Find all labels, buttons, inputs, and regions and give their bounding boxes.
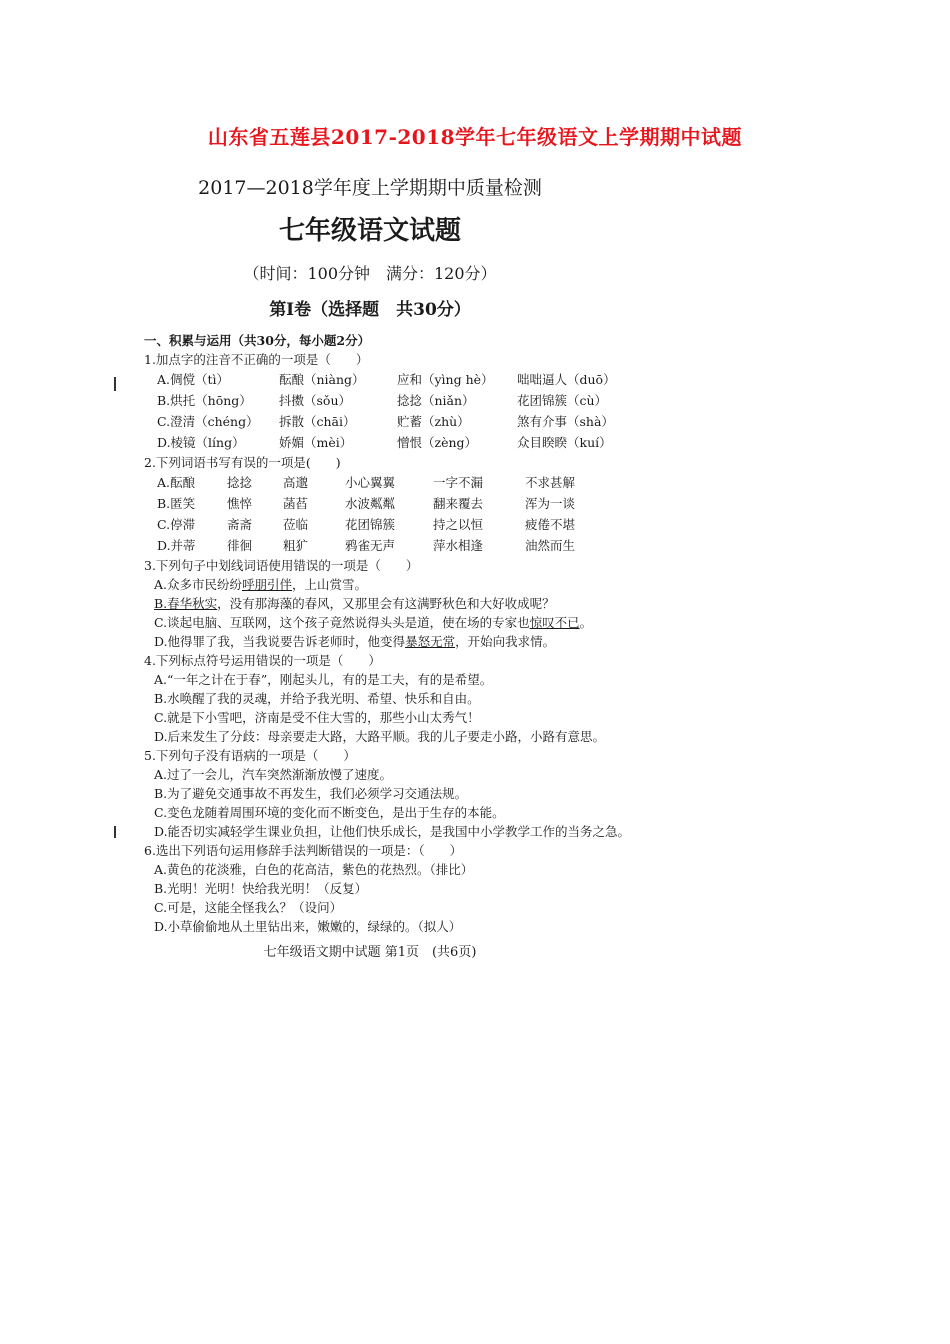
scan-artifact-mark [114,377,116,391]
question-2-stem: 2.下列词语书写有误的一项是( ) [144,455,341,470]
question-2-option-row [144,493,674,514]
question-6-option: A.黄色的花淡雅，白色的花高洁，紫色的花热烈。（排比） [154,862,474,877]
option-cell: 憔悴 [227,496,253,511]
option-cell: 捻捻（niǎn） [397,393,475,408]
question-5-option: A.过了一会儿，汽车突然渐渐放慢了速度。 [154,767,393,782]
option-cell: 菡萏 [283,496,309,511]
option-text: C.谈起电脑、互联网，这个孩子竟然说得头头是道，使在场的专家也 [154,615,530,630]
option-cell: 一字不漏 [433,475,484,490]
option-cell: A.酝酿 [157,475,196,490]
question-3-option-c [144,613,674,632]
option-cell: C.停滞 [157,517,196,532]
question-2-option-row [144,514,674,535]
page-footer: 七年级语文期中试题 第1页 (共6页) [263,945,477,960]
question-1-option-row [144,390,674,411]
question-4-option: D.后来发生了分歧：母亲要走大路，大路平顺。我的儿子要走小路，小路有意思。 [154,729,606,744]
option-cell: 浑为一谈 [525,496,576,511]
option-cell: 娇媚（mèi） [279,435,353,450]
question-5-option: B.为了避免交通事故不再发生，我们必须学习交通法规。 [154,786,468,801]
underlined-phrase: 惊叹不已 [529,615,580,630]
exam-title: 七年级语文试题 [278,216,461,246]
option-text: ，没有那海藻的春风，又那里会有这满野秋色和大好收成呢？ [217,596,555,611]
option-cell: 水波粼粼 [345,496,396,511]
option-cell: 咄咄逼人（duō） [517,372,616,387]
document-title: 山东省五莲县2017-2018学年七年级语文上学期期中试题 [207,125,743,149]
question-3-option-a [144,575,674,594]
exam-part: 第Ⅰ卷（选择题 共30分） [269,300,471,320]
option-cell: 徘徊 [227,538,253,553]
option-cell: 持之以恒 [433,517,484,532]
question-4-option: B.水唤醒了我的灵魂，并给予我光明、希望、快乐和自由。 [154,691,480,706]
underlined-phrase: B.春华秋实 [154,596,218,611]
option-cell: D.并蒂 [157,538,196,553]
option-text: ，上山赏雪。 [292,577,368,592]
option-text: D.他得罪了我，当我说要告诉老师时，他变得 [154,634,406,649]
question-3-option-d [144,632,674,651]
question-6-stem: 6.选出下列语句运用修辞手法判断错误的一项是：（ ） [144,843,463,858]
scan-artifact-mark [114,826,116,838]
question-6-option: C.可是，这能全怪我么？（设问） [154,900,343,915]
option-cell: 花团锦簇 [345,517,396,532]
question-3-option-b [144,594,674,613]
option-cell: 翻来覆去 [433,496,484,511]
option-cell: 高邈 [283,475,309,490]
option-cell: 捻捻 [227,475,253,490]
option-cell: 油然而生 [525,538,576,553]
option-cell: 不求甚解 [525,475,576,490]
exam-body [144,331,674,936]
option-cell: 应和（yìng hè） [397,372,494,387]
question-3-stem: 3.下列句子中划线词语使用错误的一项是（ ） [144,558,419,573]
option-cell: D.棱镜（líng） [157,435,245,450]
option-cell: 贮蓄（zhù） [397,414,470,429]
option-cell: 拆散（chāi） [279,414,356,429]
option-cell: 莅临 [283,517,309,532]
option-cell: 花团锦簇（cù） [517,393,608,408]
question-2-option-row [144,472,674,493]
underlined-phrase: 暴怒无常 [405,634,456,649]
exam-heading: 2017—2018学年度上学期期中质量检测 [198,177,542,199]
question-6-option: D.小草偷偷地从土里钻出来，嫩嫩的，绿绿的。（拟人） [154,919,462,934]
option-cell: 憎恨（zèng） [397,435,478,450]
option-cell: A.倜傥（tì） [157,372,230,387]
option-cell: 鸦雀无声 [345,538,396,553]
option-cell: 众目睽睽（kuí） [517,435,612,450]
question-1-option-row [144,369,674,390]
scanned-exam-page [110,165,670,965]
option-cell: C.澄清（chéng） [157,414,259,429]
question-1-option-row [144,411,674,432]
section-heading: 一、积累与运用（共30分，每小题2分） [144,333,371,348]
question-5-option: C.变色龙随着周围环境的变化而不断变色，是出于生存的本能。 [154,805,505,820]
question-2-option-row [144,535,674,556]
option-text: ，开始向我求情。 [455,634,556,649]
option-cell: B.烘托（hōng） [157,393,252,408]
option-cell: 粗犷 [283,538,309,553]
question-5-option: D.能否切实减轻学生课业负担，让他们快乐成长，是我国中小学教学工作的当务之急。 [154,824,631,839]
option-cell: B.匿笑 [157,496,196,511]
option-text: A.众多市民纷纷 [154,577,243,592]
option-cell: 萍水相逢 [433,538,484,553]
option-cell: 斋斋 [227,517,253,532]
question-1-stem: 1.加点字的注音不正确的一项是（ ） [144,352,369,367]
question-4-stem: 4.下列标点符号运用错误的一项是（ ） [144,653,381,668]
option-cell: 小心翼翼 [345,475,396,490]
underlined-phrase: 呼朋引伴 [242,577,293,592]
exam-meta: （时间：100分钟 满分：120分） [243,264,497,283]
option-cell: 煞有介事（shà） [517,414,614,429]
question-4-option: A.“一年之计在于春”，刚起头儿，有的是工夫，有的是希望。 [154,672,493,687]
question-5-stem: 5.下列句子没有语病的一项是（ ） [144,748,356,763]
question-6-option: B.光明！光明！快给我光明！（反复） [154,881,368,896]
question-4-option: C.就是下小雪吧，济南是受不住大雪的，那些小山太秀气！ [154,710,480,725]
option-cell: 酝酿（niàng） [279,372,365,387]
option-text: 。 [579,615,593,630]
option-cell: 疲倦不堪 [525,517,576,532]
question-1-option-row [144,432,674,453]
option-cell: 抖擞（sǒu） [279,393,351,408]
